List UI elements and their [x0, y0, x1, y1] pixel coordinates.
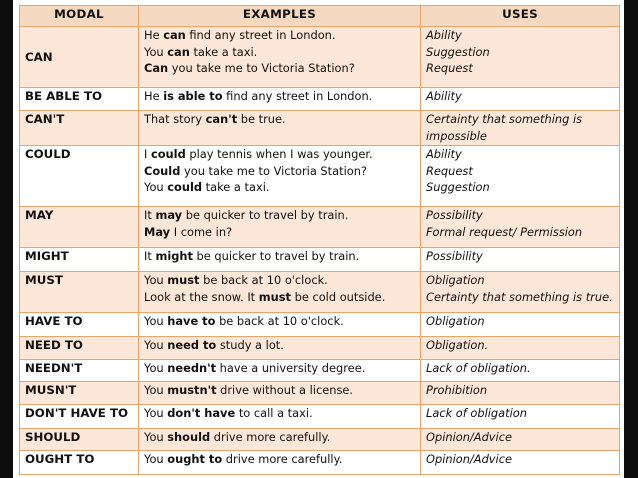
modal-emphasis: might: [155, 249, 193, 264]
modal-emphasis: can: [163, 28, 186, 42]
modal-cell: NEEDN'T: [20, 359, 139, 382]
modal-verbs-table: [19, 5, 620, 475]
sentence-text: to call a taxi.: [235, 405, 313, 420]
use-label: Opinion/Advice: [426, 452, 512, 467]
example-sentence: [144, 429, 415, 446]
use-label: Lack of obligation: [426, 405, 527, 420]
use-label: Certainty that something is true.: [426, 289, 613, 304]
examples-cell: [139, 313, 421, 337]
sentence-text: You: [144, 383, 168, 398]
uses-cell: [421, 207, 620, 248]
example-sentence: [144, 88, 415, 105]
examples-cell: [139, 207, 421, 248]
header-uses: USES: [421, 6, 620, 27]
modal-emphasis: have to: [167, 314, 216, 329]
modal-emphasis: can: [167, 44, 190, 59]
uses-cell: [421, 146, 620, 207]
modal-emphasis: need to: [167, 337, 217, 352]
sentence-text: You: [144, 180, 168, 195]
uses-cell: [421, 27, 620, 88]
uses-cell: [421, 336, 620, 359]
example-sentence: [144, 405, 415, 422]
sentence-text: You: [144, 314, 168, 329]
examples-cell: [139, 146, 421, 207]
table-row: [20, 404, 620, 428]
sentence-text: That story: [144, 112, 206, 127]
example-sentence: [144, 27, 415, 44]
table-row: [20, 207, 620, 248]
modal-cell: DON'T HAVE TO: [20, 404, 139, 428]
sentence-text: drive more carefully.: [210, 429, 331, 444]
use-label: Suggestion: [426, 44, 490, 59]
example-sentence: [144, 111, 415, 128]
example-sentence: [144, 44, 415, 61]
modal-cell: BE ABLE TO: [20, 87, 139, 111]
examples-cell: [139, 27, 421, 88]
table-row: [20, 27, 620, 88]
modal-cell: SHOULD: [20, 428, 139, 451]
sentence-text: be quicker to travel by train.: [182, 208, 349, 223]
examples-cell: [139, 248, 421, 272]
uses-cell: [421, 248, 620, 272]
use-label: Possibility: [426, 249, 483, 264]
example-sentence: [144, 289, 415, 306]
use-label: Lack of obligation.: [426, 360, 531, 375]
uses-cell: [421, 272, 620, 313]
modal-cell: MUSN'T: [20, 382, 139, 405]
modal-emphasis: May: [144, 224, 171, 239]
examples-cell: [139, 111, 421, 146]
sentence-text: You: [144, 337, 168, 352]
sentence-text: He: [144, 28, 164, 42]
sentence-text: take a taxi.: [202, 180, 270, 195]
modal-cell: MIGHT: [20, 248, 139, 272]
table-body: [20, 27, 620, 475]
example-sentence: [144, 60, 415, 77]
modal-emphasis: needn't: [167, 360, 217, 375]
uses-cell: [421, 313, 620, 337]
sentence-text: It: [144, 249, 156, 264]
use-label: Ability: [426, 147, 462, 162]
sentence-text: have a university degree.: [216, 360, 366, 375]
sentence-text: You: [144, 429, 168, 444]
use-label: Request: [426, 61, 473, 75]
modal-cell: OUGHT TO: [20, 451, 139, 475]
modal-emphasis: can't: [205, 112, 238, 127]
sentence-text: study a lot.: [216, 337, 284, 352]
sentence-text: I come in?: [170, 224, 233, 239]
example-sentence: [144, 224, 415, 241]
sentence-text: be back at 10 o'clock.: [215, 314, 344, 329]
use-label: Opinion/Advice: [426, 429, 512, 444]
header-examples: EXAMPLES: [139, 6, 421, 27]
sentence-text: He: [144, 88, 164, 103]
sentence-text: drive more carefully.: [222, 452, 343, 467]
examples-cell: [139, 451, 421, 475]
example-sentence: [144, 382, 415, 399]
example-sentence: [144, 163, 415, 180]
uses-cell: [421, 87, 620, 111]
example-sentence: [144, 337, 415, 354]
sentence-text: drive without a license.: [216, 383, 354, 398]
modal-emphasis: is able to: [163, 88, 223, 103]
table-row: [20, 146, 620, 207]
sentence-text: Look at the snow. It: [144, 289, 259, 304]
example-sentence: [144, 179, 415, 196]
sentence-text: take a taxi.: [189, 44, 258, 59]
sentence-text: be quicker to travel by train.: [192, 249, 360, 264]
uses-cell: [421, 404, 620, 428]
modal-emphasis: could: [150, 147, 186, 162]
table-row: [20, 451, 620, 475]
use-label: Prohibition: [426, 383, 488, 398]
example-sentence: [144, 313, 415, 330]
modal-cell: HAVE TO: [20, 313, 139, 337]
sentence-text: be true.: [237, 112, 286, 127]
sentence-text: be back at 10 o'clock.: [199, 273, 328, 288]
header-row: [20, 6, 620, 27]
uses-cell: [421, 359, 620, 382]
examples-cell: [139, 336, 421, 359]
modal-emphasis: don't have: [167, 405, 236, 420]
use-label: Request: [426, 163, 473, 178]
examples-cell: [139, 87, 421, 111]
table-row: [20, 382, 620, 405]
use-label: Obligation.: [426, 337, 489, 352]
examples-cell: [139, 272, 421, 313]
sentence-text: You: [144, 44, 168, 59]
examples-cell: [139, 359, 421, 382]
modal-emphasis: mustn't: [167, 383, 217, 398]
modal-emphasis: should: [167, 429, 211, 444]
use-label: Ability: [426, 28, 462, 42]
table-row: [20, 272, 620, 313]
uses-cell: [421, 428, 620, 451]
modal-emphasis: ought to: [167, 452, 223, 467]
modal-emphasis: must: [258, 289, 291, 304]
example-sentence: [144, 207, 415, 224]
modal-cell: MUST: [20, 272, 139, 313]
table-row: [20, 336, 620, 359]
examples-cell: [139, 428, 421, 451]
sentence-text: you take me to Victoria Station?: [168, 61, 355, 75]
sentence-text: It: [144, 208, 156, 223]
example-sentence: [144, 360, 415, 377]
use-label: Possibility: [426, 208, 483, 223]
sentence-text: You: [144, 273, 168, 288]
uses-cell: [421, 382, 620, 405]
sentence-text: find any street in London.: [222, 88, 373, 103]
examples-cell: [139, 382, 421, 405]
sentence-text: find any street in London.: [185, 28, 336, 42]
modal-emphasis: must: [167, 273, 200, 288]
sentence-text: you take me to Victoria Station?: [180, 163, 367, 178]
modals-table-frame: [13, 0, 624, 478]
modal-emphasis: Can: [144, 61, 169, 75]
use-label: Certainty that something is impossible: [426, 112, 583, 143]
use-label: Obligation: [426, 273, 485, 288]
sentence-text: You: [144, 360, 168, 375]
table-row: [20, 313, 620, 337]
use-label: Ability: [426, 88, 462, 103]
sentence-text: be cold outside.: [290, 289, 386, 304]
modal-cell: CAN: [20, 27, 139, 88]
modal-cell: COULD: [20, 146, 139, 207]
use-label: Obligation: [426, 314, 485, 329]
sentence-text: You: [144, 452, 168, 467]
use-label: Formal request/ Permission: [426, 224, 583, 239]
uses-cell: [421, 111, 620, 146]
example-sentence: [144, 248, 415, 265]
sentence-text: play tennis when I was younger.: [185, 147, 373, 162]
sentence-text: I: [144, 147, 151, 162]
use-label: Suggestion: [426, 180, 490, 195]
example-sentence: [144, 451, 415, 468]
examples-cell: [139, 404, 421, 428]
table-row: [20, 87, 620, 111]
table-row: [20, 359, 620, 382]
modal-cell: NEED TO: [20, 336, 139, 359]
table-row: [20, 428, 620, 451]
modal-emphasis: may: [155, 208, 183, 223]
modal-emphasis: Could: [144, 163, 181, 178]
modal-cell: MAY: [20, 207, 139, 248]
table-row: [20, 111, 620, 146]
modal-emphasis: could: [167, 180, 203, 195]
uses-cell: [421, 451, 620, 475]
example-sentence: [144, 146, 415, 163]
example-sentence: [144, 272, 415, 289]
table-row: [20, 248, 620, 272]
sentence-text: You: [144, 405, 168, 420]
modal-cell: CAN'T: [20, 111, 139, 146]
header-modal: MODAL: [20, 6, 139, 27]
